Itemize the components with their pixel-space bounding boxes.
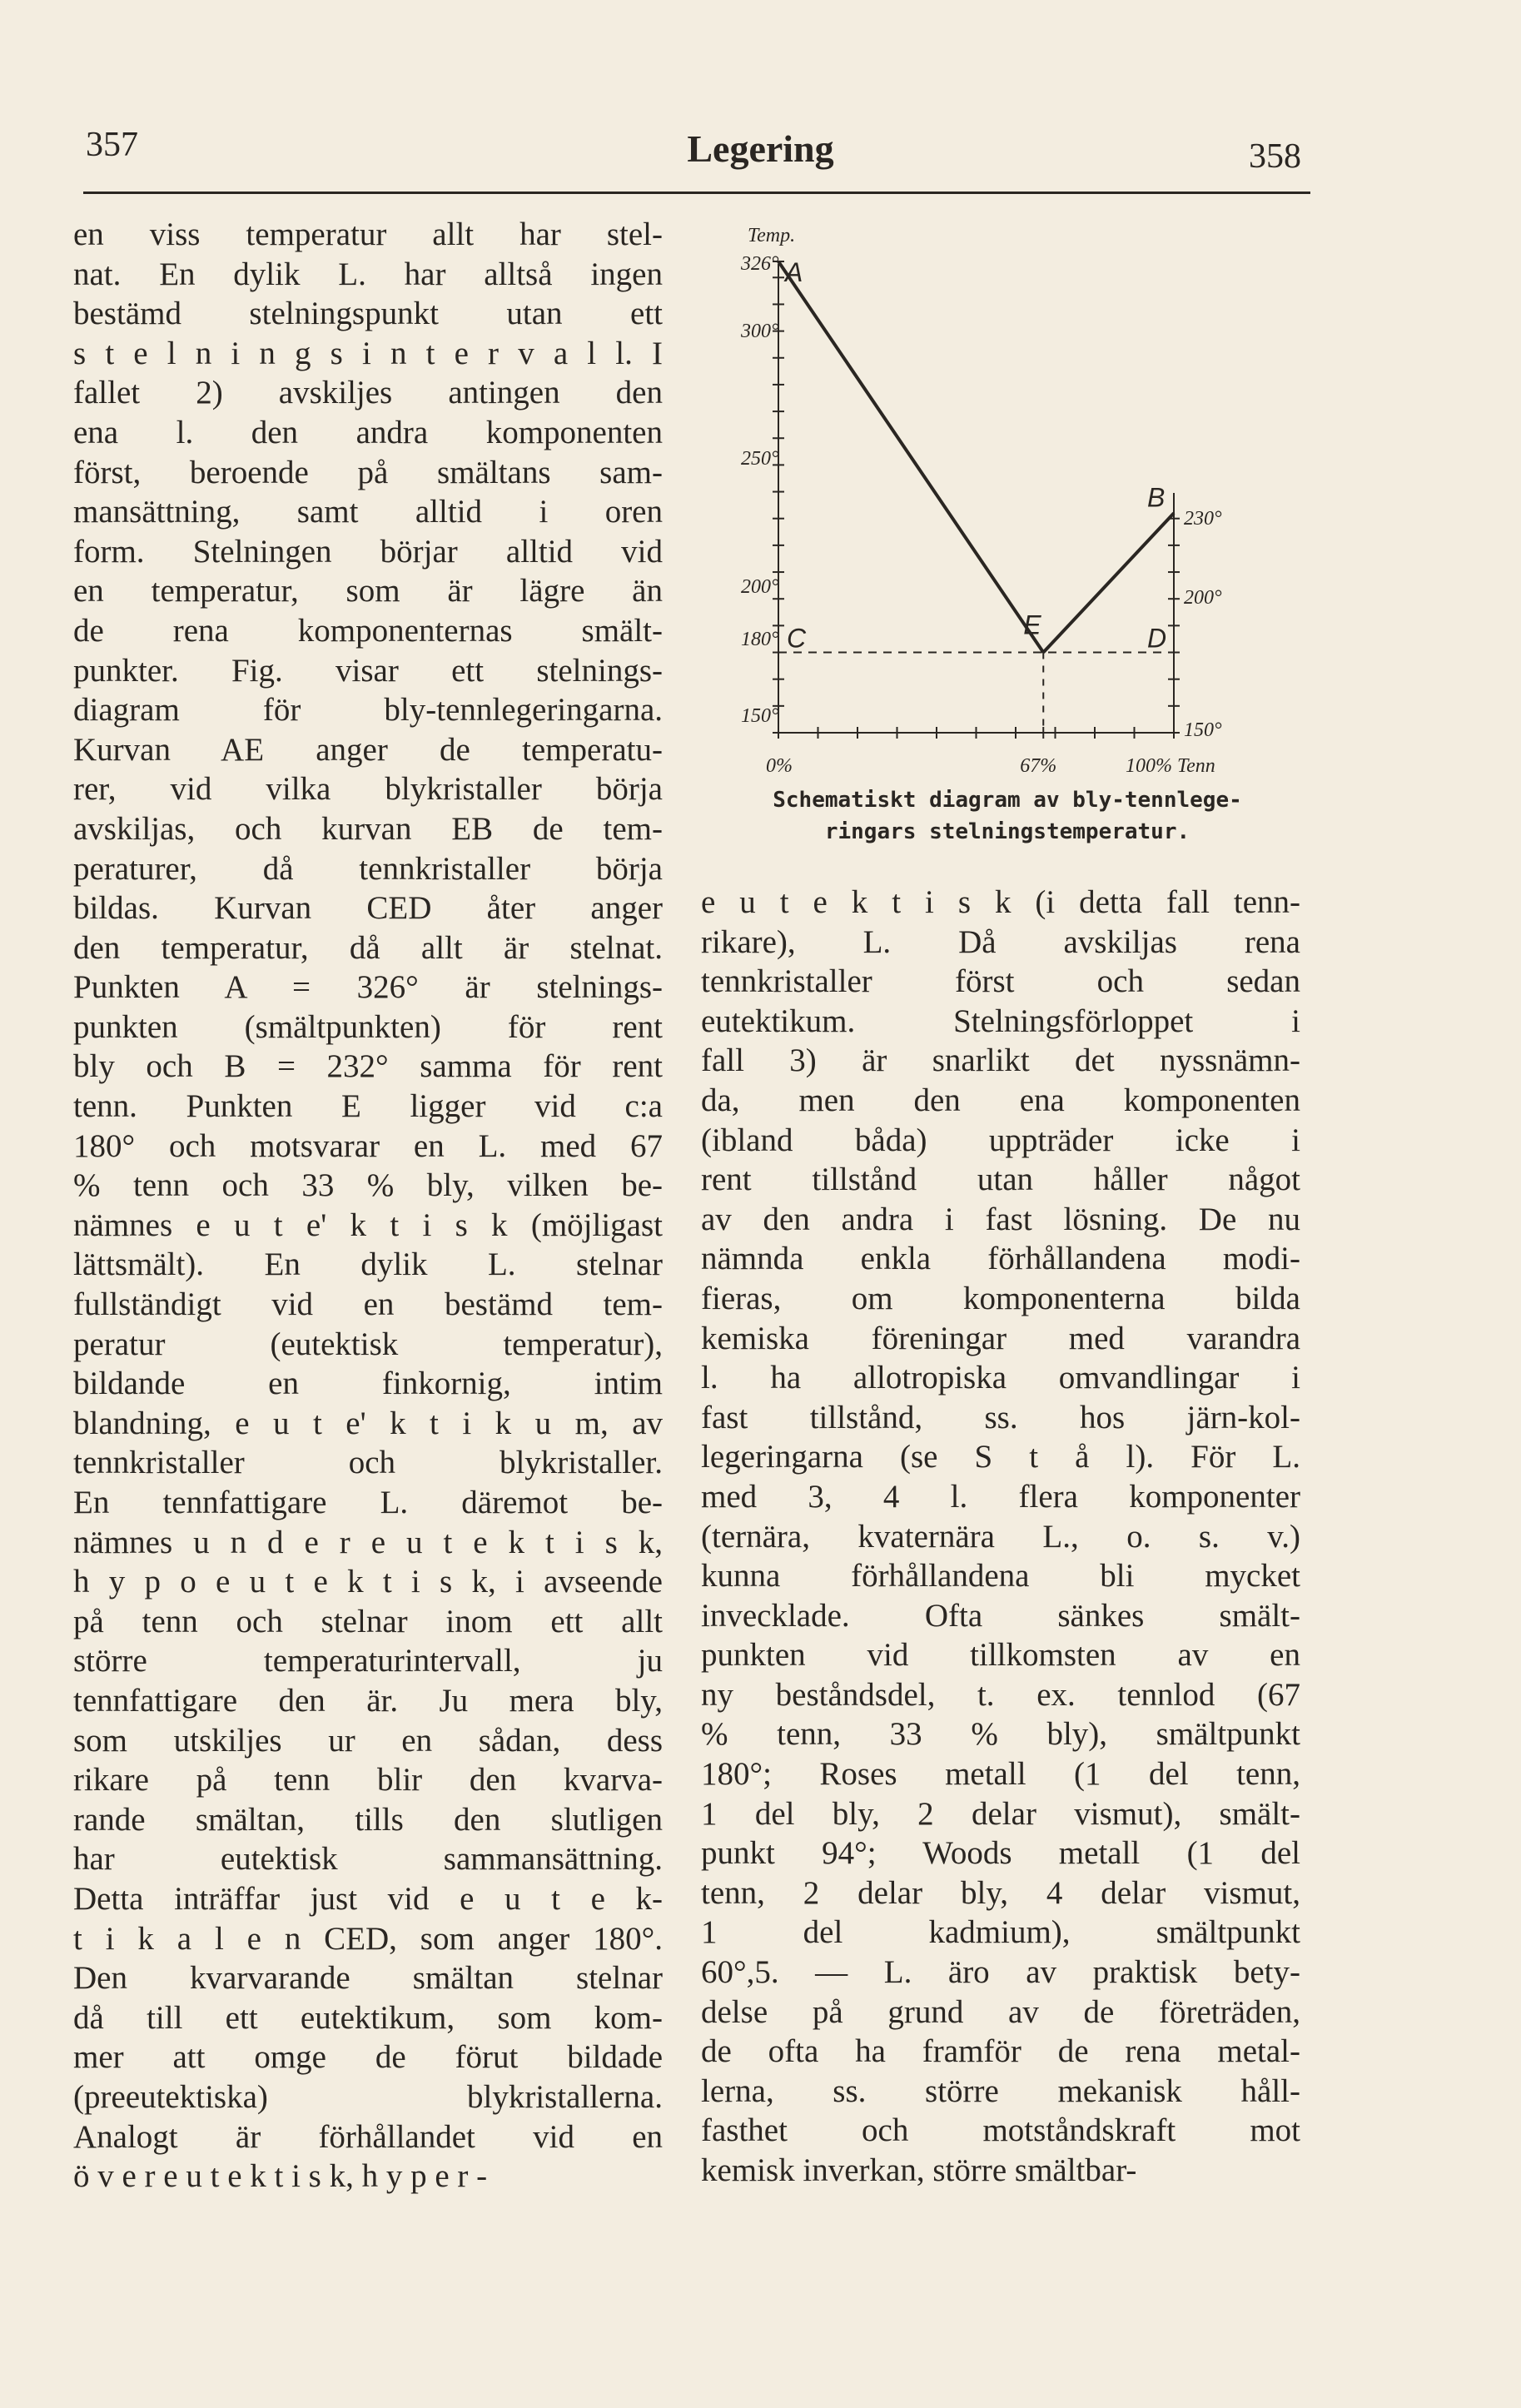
phase-diagram-figure xyxy=(708,218,1307,859)
text-line: som utskiljes ur en sådan, dess xyxy=(73,1722,663,1759)
point-c-label: C xyxy=(787,623,807,654)
point-d-label: D xyxy=(1147,623,1167,654)
text-line: tenn. Punkten E ligger vid c:a xyxy=(73,1088,663,1125)
text-line: l. ha allotropiska omvandlingar i xyxy=(701,1360,1300,1396)
point-a-label: A xyxy=(785,257,803,287)
text-line: h y p o e u t e k t i s k, i avseende xyxy=(73,1564,663,1600)
text-line: fullständigt vid en bestämd tem- xyxy=(73,1286,663,1323)
text-line: fall 3) är snarlikt det nyssnämn- xyxy=(701,1042,1300,1079)
text-line: e u t e k t i s k (i detta fall tenn- xyxy=(701,884,1300,920)
text-line: med 3, 4 l. flera komponenter xyxy=(701,1478,1300,1515)
text-line: 1 del kadmium), smältpunkt xyxy=(701,1914,1300,1951)
text-line: rikare), L. Då avskiljas rena xyxy=(701,923,1300,960)
text-line: punkten vid tillkomsten av en xyxy=(701,1637,1300,1674)
text-line: diagram för bly-tennlegeringarna. xyxy=(73,692,663,729)
text-line: punkt 94°; Woods metall (1 del xyxy=(701,1835,1300,1872)
text-line: tennfattigare den är. Ju mera bly, xyxy=(73,1682,663,1719)
text-line: lättsmält). En dylik L. stelnar xyxy=(73,1246,663,1283)
right-tick-label-230: 230° xyxy=(1184,508,1222,530)
text-line: rer, vid vilka blykristaller börja xyxy=(73,771,663,808)
text-line: en temperatur, som är lägre än xyxy=(73,573,663,609)
text-line: Analogt är förhållandet vid en xyxy=(73,2118,663,2155)
point-b-label: B xyxy=(1147,482,1166,513)
text-line: avskiljas, och kurvan EB de tem- xyxy=(73,810,663,847)
page-number-left: 357 xyxy=(86,126,138,164)
left-text-column xyxy=(73,215,663,2197)
text-line: nämnda enkla förhållandena modi- xyxy=(701,1241,1300,1277)
text-line: Detta inträffar just vid e u t e k- xyxy=(73,1880,663,1917)
liquidus-curve-ae xyxy=(778,261,1043,653)
text-line: lerna, ss. större mekanisk håll- xyxy=(701,2072,1300,2109)
text-line: t i k a l e n CED, som anger 180°. xyxy=(73,1920,663,1957)
page-header xyxy=(0,0,1521,200)
text-line: tennkristaller först och sedan xyxy=(701,963,1300,1000)
text-line: de ofta ha framför de rena metal- xyxy=(701,2033,1300,2070)
text-line: en viss temperatur allt har stel- xyxy=(73,216,663,252)
text-line: fast tillstånd, ss. hos järn-kol- xyxy=(701,1399,1300,1435)
text-line: ena l. den andra komponenten xyxy=(73,414,663,450)
text-line: bildande en finkornig, intim xyxy=(73,1366,663,1402)
right-text-column xyxy=(701,883,1300,2191)
text-line: form. Stelningen börjar alltid vid xyxy=(73,533,663,570)
text-line: nämnes u n d e r e u t e k t i s k, xyxy=(73,1524,663,1560)
text-line: bestämd stelningspunkt utan ett xyxy=(73,296,663,332)
left-tick-label-250: 250° xyxy=(741,448,779,470)
text-line: (preeutektiska) blykristallerna. xyxy=(73,2078,663,2115)
figure-caption xyxy=(708,784,1307,848)
left-tick-label-326: 326° xyxy=(741,253,779,275)
left-tick-label-150: 150° xyxy=(741,705,779,727)
text-line: nämnes e u t e' k t i s k (möjligast xyxy=(73,1206,663,1243)
phase-diagram xyxy=(708,218,1307,784)
text-line: 60°,5. — L. äro av praktisk bety- xyxy=(701,1954,1300,1991)
text-line: kunna förhållandena bli mycket xyxy=(701,1558,1300,1595)
header-rule xyxy=(83,192,1310,194)
text-line: bly och B = 232° samma för rent xyxy=(73,1048,663,1085)
text-line: först, beroende på smältans sam- xyxy=(73,454,663,490)
text-line: rande smältan, tills den slutligen xyxy=(73,1801,663,1838)
text-line: kemisk inverkan, större smältbar- xyxy=(701,2152,1137,2188)
text-line: då till ett eutektikum, som kom- xyxy=(73,1999,663,2036)
text-line: (ternära, kvaternära L., o. s. v.) xyxy=(701,1518,1300,1555)
text-line: invecklade. Ofta sänkes smält- xyxy=(701,1597,1300,1634)
text-line: eutektikum. Stelningsförloppet i xyxy=(701,1003,1300,1039)
text-line: Den kvarvarande smältan stelnar xyxy=(73,1960,663,1997)
x-tick-label-67: 67% xyxy=(1020,755,1057,777)
text-line: Kurvan AE anger de temperatu- xyxy=(73,731,663,768)
text-line: på tenn och stelnar inom ett allt xyxy=(73,1603,663,1639)
text-line: har eutektisk sammansättning. xyxy=(73,1841,663,1878)
text-line: % tenn, 33 % bly), smältpunkt xyxy=(701,1716,1300,1753)
text-line: peraturer, då tennkristaller börja xyxy=(73,850,663,887)
text-line: 180° och motsvarar en L. med 67 xyxy=(73,1127,663,1164)
text-line: rent tillstånd utan håller något xyxy=(701,1162,1300,1198)
text-line: (ibland båda) uppträder icke i xyxy=(701,1122,1300,1158)
text-line: En tennfattigare L. däremot be- xyxy=(73,1485,663,1520)
left-tick-label-200: 200° xyxy=(741,576,779,598)
text-line: ö v e r e u t e k t i s k, h y p e r - xyxy=(73,2158,488,2195)
running-title: Legering xyxy=(687,127,834,170)
point-e-label: E xyxy=(1023,609,1041,640)
text-line: ny beståndsdel, t. ex. tennlod (67 xyxy=(701,1676,1300,1713)
text-line: blandning, e u t e' k t i k u m, av xyxy=(73,1405,663,1441)
text-line: kemiska föreningar med varandra xyxy=(701,1320,1300,1356)
text-line: s t e l n i n g s i n t e r v a l l. I xyxy=(73,335,663,371)
page-number-right: 358 xyxy=(1249,137,1301,176)
text-line: rikare på tenn blir den kvarva- xyxy=(73,1762,663,1799)
text-line: Punkten A = 326° är stelnings- xyxy=(73,969,663,1006)
text-line: nat. En dylik L. har alltså ingen xyxy=(73,256,663,292)
y-axis-label: Temp. xyxy=(748,225,796,246)
text-line: av den andra i fast lösning. De nu xyxy=(701,1201,1300,1237)
right-tick-label-150: 150° xyxy=(1184,719,1222,741)
text-line: da, men den ena komponenten xyxy=(701,1082,1300,1118)
text-line: fallet 2) avskiljes antingen den xyxy=(73,375,663,411)
text-line: 180°; Roses metall (1 del tenn, xyxy=(701,1756,1300,1793)
text-line: punkten (smältpunkten) för rent xyxy=(73,1008,663,1045)
figure-caption-line-2: ringars stelningstemperatur. xyxy=(824,819,1190,844)
text-line: legeringarna (se S t å l). För L. xyxy=(701,1439,1300,1475)
text-line: den temperatur, då allt är stelnat. xyxy=(73,929,663,966)
text-line: delse på grund av de företräden, xyxy=(701,1993,1300,2030)
x-tick-label-100: 100% Tenn xyxy=(1126,755,1215,777)
right-tick-label-200: 200° xyxy=(1184,587,1222,609)
figure-caption-line-1: Schematiskt diagram av bly-tennlege- xyxy=(773,788,1242,813)
text-line: peratur (eutektisk temperatur), xyxy=(73,1326,663,1362)
left-tick-label-180: 180° xyxy=(741,629,779,650)
text-line: fieras, om komponenterna bilda xyxy=(701,1280,1300,1316)
text-line: tennkristaller och blykristaller. xyxy=(73,1445,663,1481)
text-line: mer att omge de förut bildade xyxy=(73,2039,663,2076)
text-line: mansättning, samt alltid i oren xyxy=(73,494,663,530)
text-line: fasthet och motståndskraft mot xyxy=(701,2112,1300,2149)
text-line: större temperaturintervall, ju xyxy=(73,1643,663,1679)
left-tick-label-300: 300° xyxy=(741,321,779,342)
text-line: 1 del bly, 2 delar vismut), smält- xyxy=(701,1795,1300,1832)
text-line: de rena komponenternas smält- xyxy=(73,612,663,649)
text-line: % tenn och 33 % bly, vilken be- xyxy=(73,1167,663,1204)
text-line: punkter. Fig. visar ett stelnings- xyxy=(73,652,663,689)
text-line: tenn, 2 delar bly, 4 delar vismut, xyxy=(701,1874,1300,1911)
x-tick-label-0: 0% xyxy=(766,755,793,777)
text-line: bildas. Kurvan CED åter anger xyxy=(73,890,663,927)
